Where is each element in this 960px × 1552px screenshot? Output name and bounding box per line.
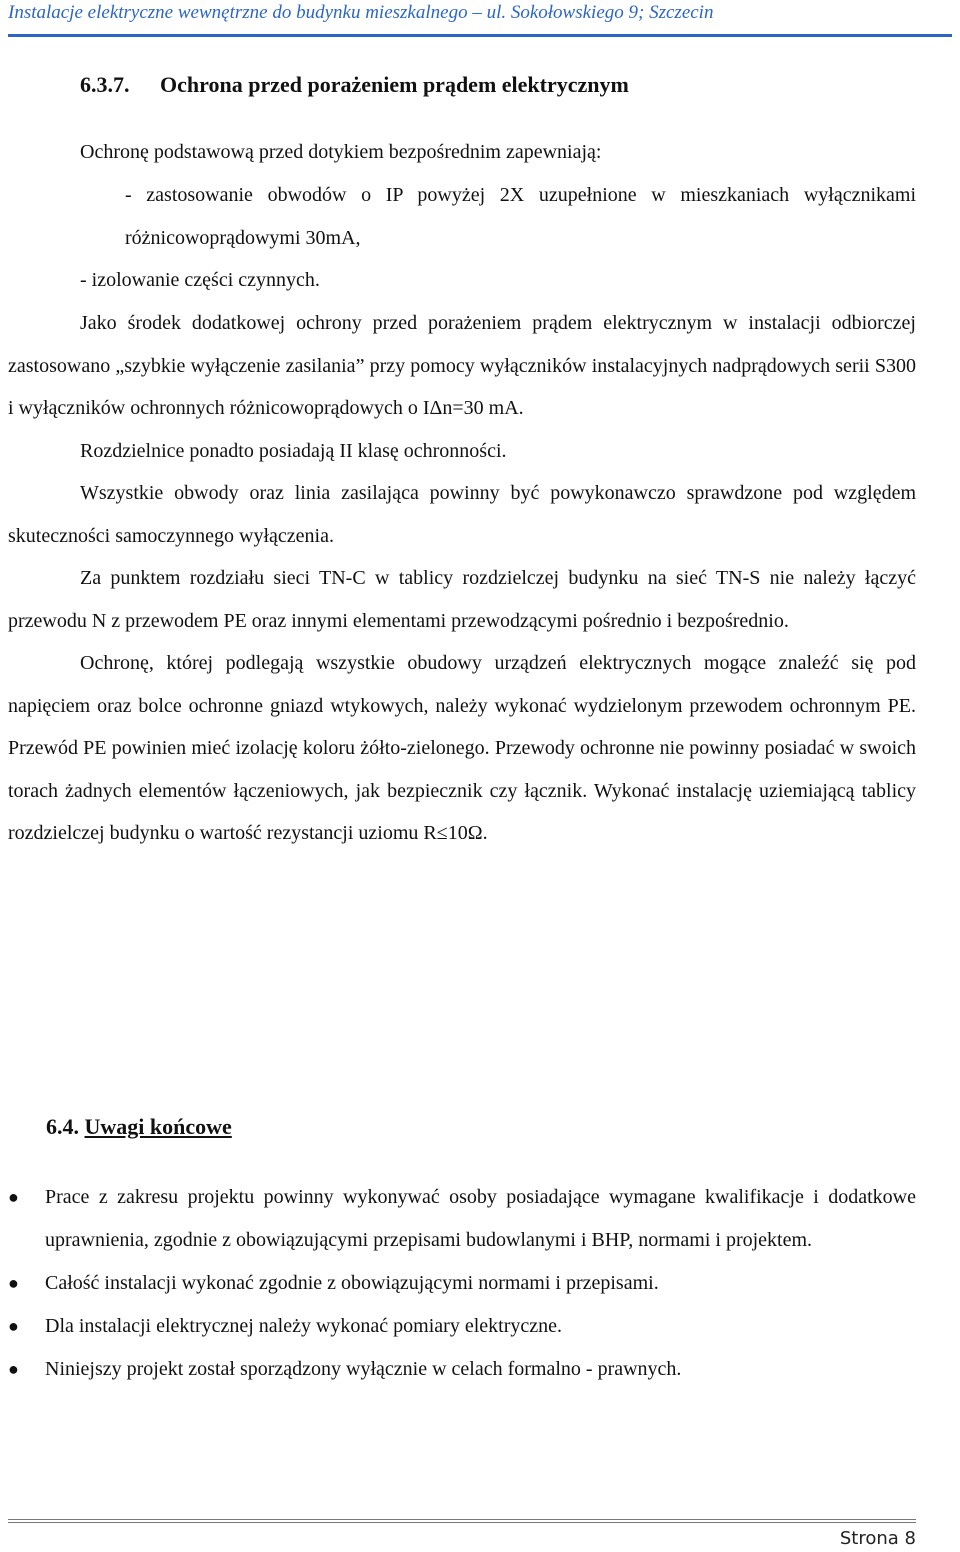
list-item-text: Całość instalacji wykonać zgodnie z obowiązującymi normami i przepisami. [45, 1272, 659, 1294]
list-item [8, 1262, 916, 1305]
footer-rule [8, 1519, 916, 1520]
paragraph: Ochronę, której podlegają wszystkie obudowy urządzeń elektrycznych mogące znaleźć się pod napięciem oraz bolce ochronne gniazd wtykowych, należy wykonać wydzielonym przewodem ochronnym PE. Przewód PE powinien mieć izolację koloru żółto-zielonego. Przewody ochronne nie powinny posiadać w swoich torach żadnych elementów łączeniowych, jak bezpiecznik czy łącznik. Wykonać instalację uziemiającą tablicy rozdzielczej budynku o wartość rezystancji uziomu R≤10Ω. [8, 652, 916, 844]
list-item [80, 174, 916, 259]
paragraph: Rozdzielnice ponadto posiadają II klasę ochronności. [80, 439, 507, 462]
list-item: - izolowanie części czynnych. [80, 269, 320, 291]
list-item-text: - zastosowanie obwodów o IP powyżej 2X uzupełnione w mieszkaniach wyłącznikami różnicowoprądowymi 30mA, [125, 184, 916, 249]
paragraph: Wszystkie obwody oraz linia zasilająca powinny być powykonawczo sprawdzone pod względem skuteczności samoczynnego wyłączenia. [8, 482, 916, 547]
list-item-text: Prace z zakresu projektu powinny wykonywać osoby posiadające wymagane kwalifikacje i dodatkowe uprawnienia, zgodnie z obowiązującymi przepisami budowlanymi i BHP, normami i projektem. [45, 1186, 916, 1251]
paragraph: Za punktem rozdziału sieci TN-C w tablicy rozdzielczej budynku na sieć TN-S nie należy łączyć przewodu N z przewodem PE oraz innymi elementami przewodzącymi pośrednio i bezpośrednio. [8, 567, 916, 632]
list-item-text: Niniejszy projekt został sporządzony wyłącznie w celach formalno - prawnych. [45, 1358, 682, 1380]
bullet-icon: ● [8, 1316, 19, 1336]
list-item [8, 1348, 916, 1391]
intro-line: Ochronę podstawową przed dotykiem bezpośrednim zapewniają: [80, 141, 602, 163]
bullet-icon: ● [8, 1187, 19, 1207]
section-number: 6.4. [46, 1114, 79, 1139]
list-item [8, 1305, 916, 1348]
page-header: Instalacje elektryczne wewnętrzne do budynku mieszkalnego – ul. Sokołowskiego 9; Szczecin [8, 2, 714, 23]
protection-items [80, 174, 916, 302]
header-rule [8, 34, 952, 37]
section-heading [80, 72, 629, 98]
protection-list [80, 131, 916, 174]
remarks-list [8, 1176, 916, 1391]
section-title: Uwagi końcowe [84, 1114, 232, 1139]
list-item-text: Dla instalacji elektrycznej należy wykonać pomiary elektryczne. [45, 1315, 562, 1337]
section-number: 6.3.7. [80, 72, 130, 97]
body-text [8, 302, 916, 855]
list-item [8, 1176, 916, 1262]
bullet-icon: ● [8, 1359, 19, 1379]
footer-rule [8, 1522, 916, 1523]
page-number: Strona 8 [839, 1528, 916, 1549]
bullet-icon: ● [8, 1273, 19, 1293]
section-title: Ochrona przed porażeniem prądem elektrycznym [160, 72, 629, 97]
section-heading [46, 1114, 232, 1140]
paragraph: Jako środek dodatkowej ochrony przed porażeniem prądem elektrycznym w instalacji odbiorczej zastosowano „szybkie wyłączenie zasilania” przy pomocy wyłączników instalacyjnych nadprądowych serii S300 i wyłączników ochronnych różnicowoprądowych o IΔn=30 mA. [8, 312, 916, 419]
